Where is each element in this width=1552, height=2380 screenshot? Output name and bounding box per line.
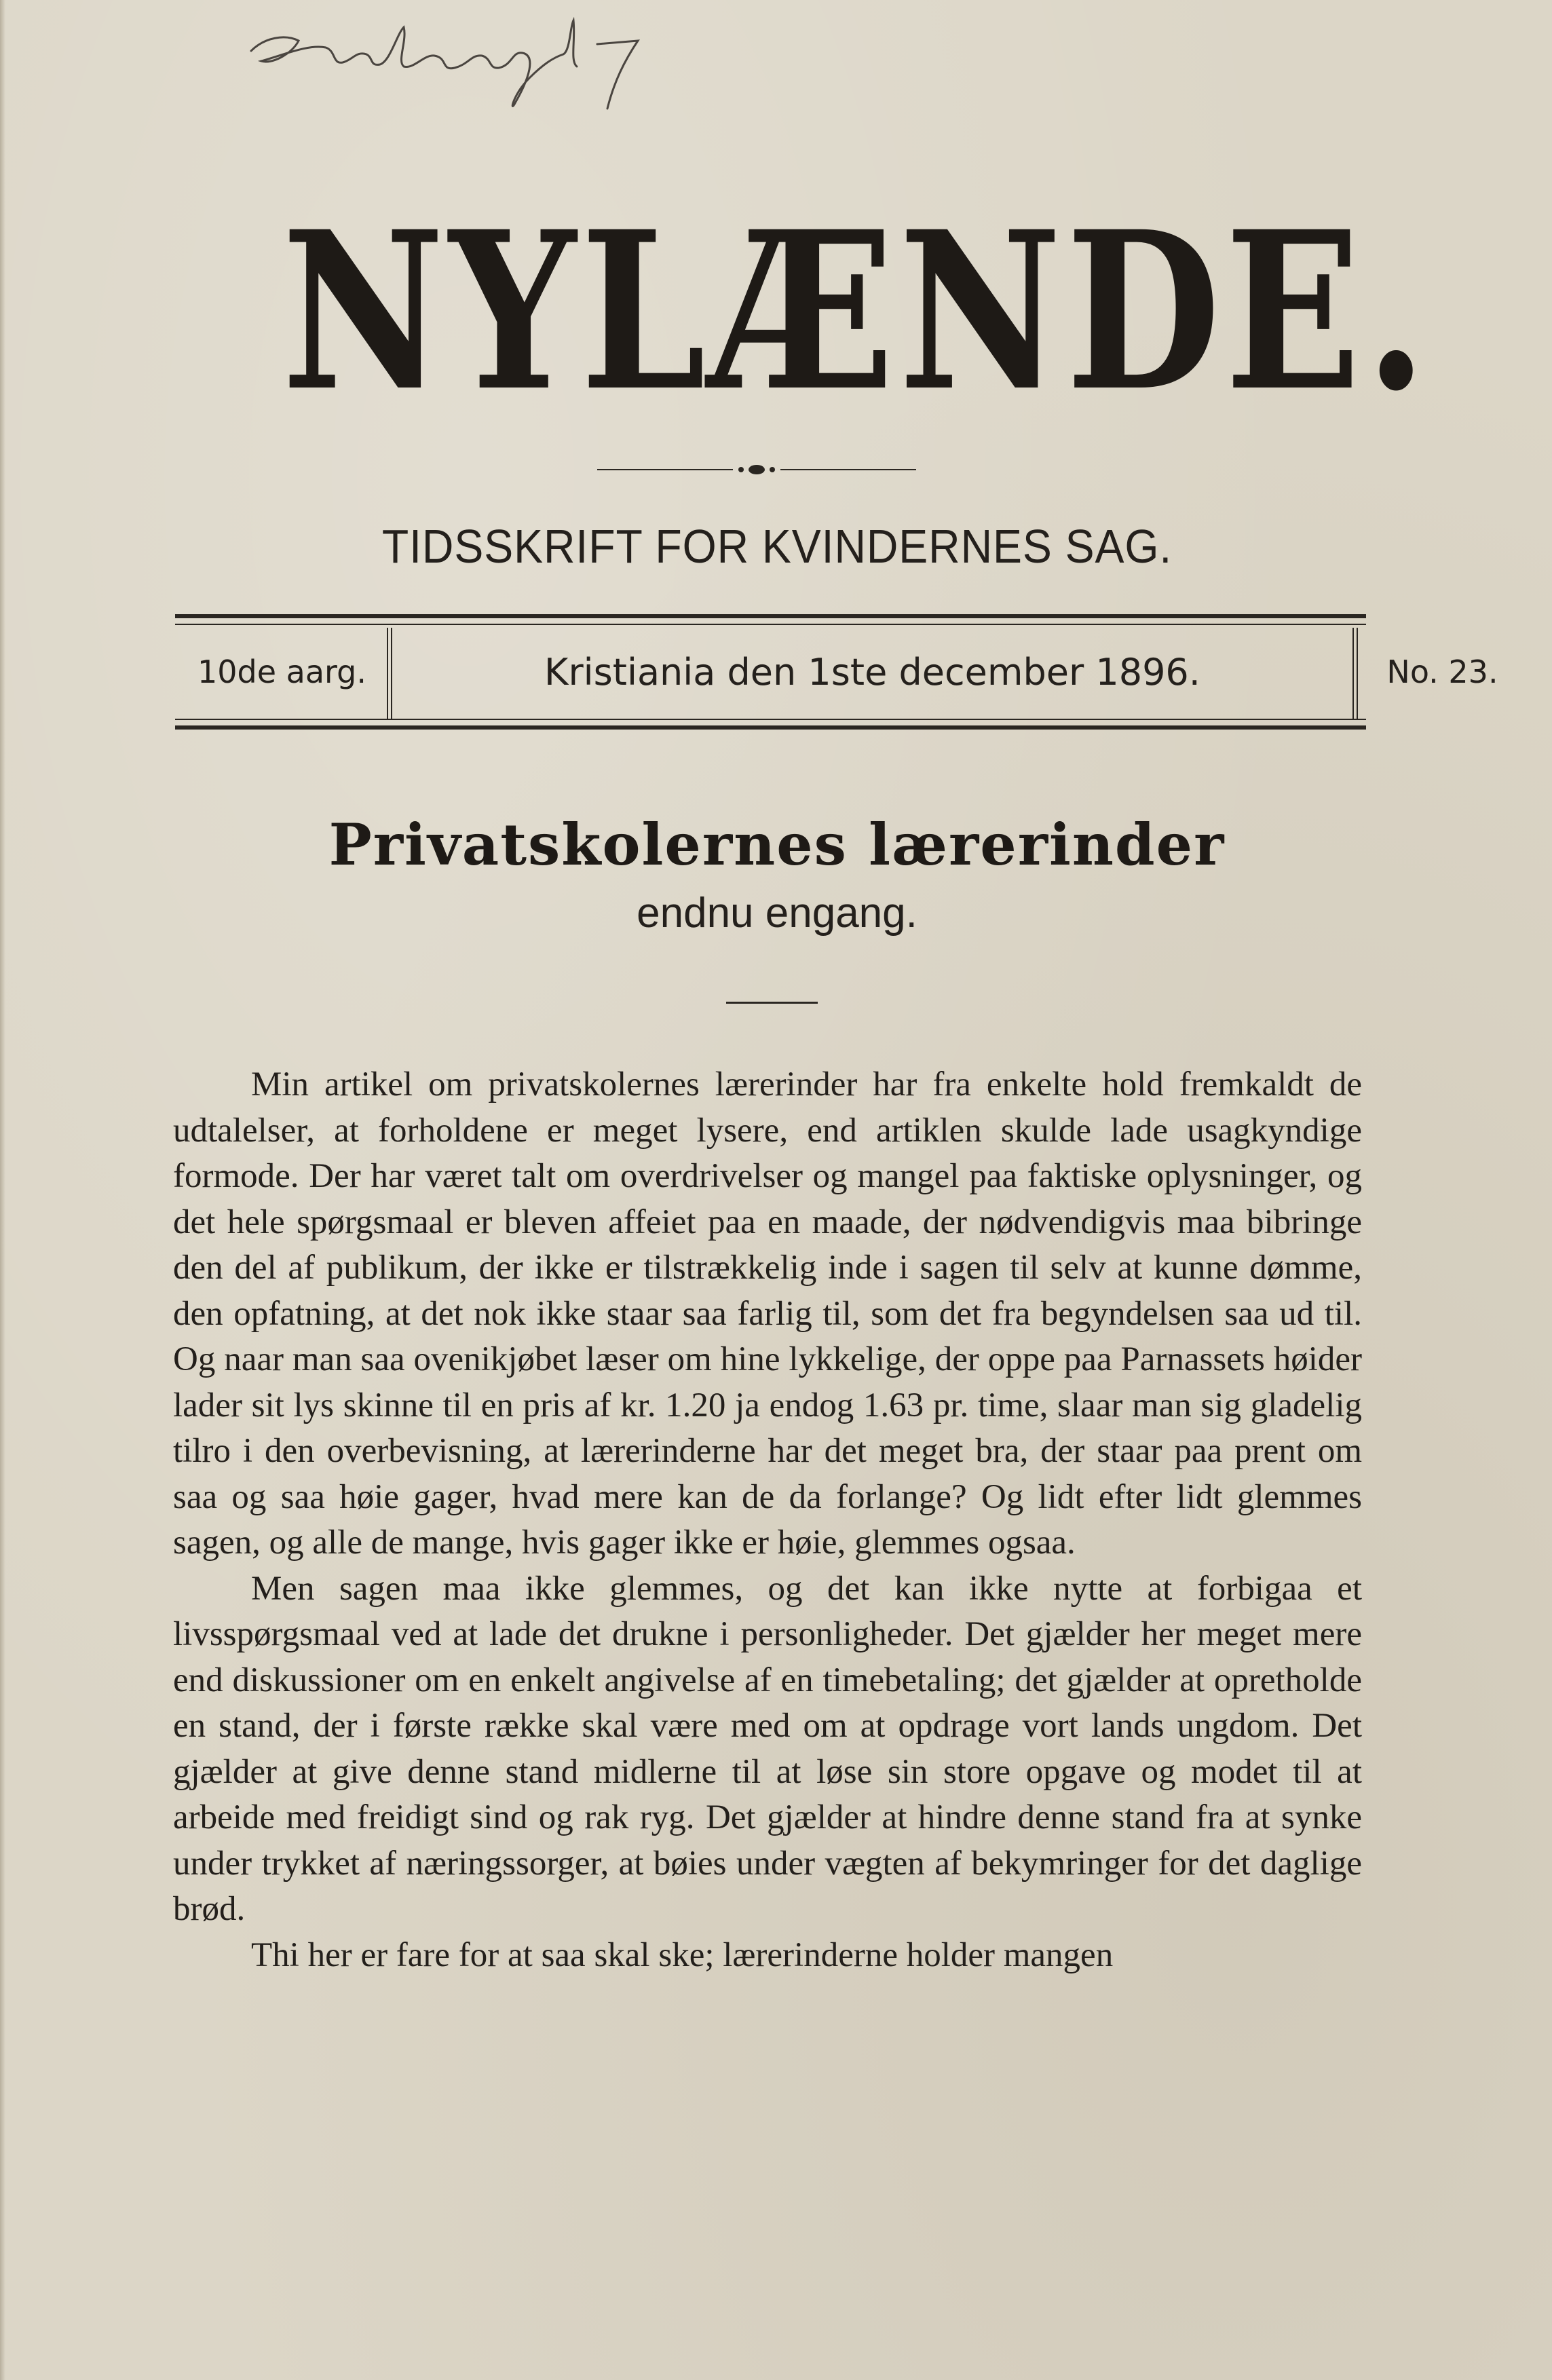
- issue-info-bar: [175, 614, 1498, 730]
- volume-label: 10de aarg.: [197, 654, 366, 690]
- article-title: Privatskolernes lærerinder: [328, 811, 1226, 878]
- masthead-subtitle: TIDSSKRIFT FOR KVINDERNES SAG.: [381, 520, 1173, 573]
- issue-number-label: No. 23.: [1386, 654, 1498, 690]
- ornament-divider: [597, 461, 916, 478]
- article-paragraph-1: Min artikel om privatskolernes lærerinder har fra enkelte hold fremkaldt de udtalelser, at forholdene er meget lysere, end artiklen skulde lade usagkyndige formode. Der har været talt om overdrivelser og mangel paa faktiske oplysninger, og det hele spørgsmaal er bleven affeiet paa en maade, der nødvendigvis maa bibringe den del af publikum, der ikke er tilstrækkelig inde i sagen til selv at kunne dømme, den opfatning, at det nok ikke staar saa farlig til, som det fra begyndelsen saa ud til. Og naar man saa ovenikjøbet læser om hine lykkelige, der oppe paa Parnassets høider lader sit lys skinne til en pris af kr. 1.20 ja endog 1.63 pr. time, slaar man sig gladelig tilro i den overbevisning, at lærerinderne har det meget bra, der staar paa prent om saa og saa høie gager, hvad mere kan de da forlange? Og lidt efter lidt glemmes sagen, og alle de mange, hvis gager ikke er høie, glemmes ogsaa.: [173, 1065, 1362, 1562]
- masthead-title: NYLÆNDE.: [282, 185, 1432, 439]
- section-rule: [726, 1002, 818, 1004]
- article-paragraph-2: Men sagen maa ikke glemmes, og det kan ikke nytte at forbigaa et livsspørgsmaal ved at lade det drukne i personligheder. Det gjælder her meget mere end diskussioner om en enkelt angivelse af en timebetaling; det gjælder at opretholde en stand, der i første række skal være med om at opdrage vort lands ungdom. Det gjælder at give denne stand midlerne til at løse sin store opgave og modet til at arbeide med freidigt sind og rak ryg. Det gjælder at hindre denne stand fra at synke under trykket af næringssorger, at bøies under vægten af bekymringer for det daglige brød.: [173, 1569, 1362, 1928]
- article-subtitle: endnu engang.: [637, 890, 917, 937]
- handwritten-signature: [244, 14, 665, 136]
- page-edge-shadow: [0, 0, 5, 2380]
- article-paragraph-3: Thi her er fare for at saa skal ske; lærerinderne holder mangen: [251, 1935, 1114, 1974]
- article-body: [173, 1062, 1362, 1978]
- place-date-label: Kristiania den 1ste december 1896.: [544, 650, 1200, 694]
